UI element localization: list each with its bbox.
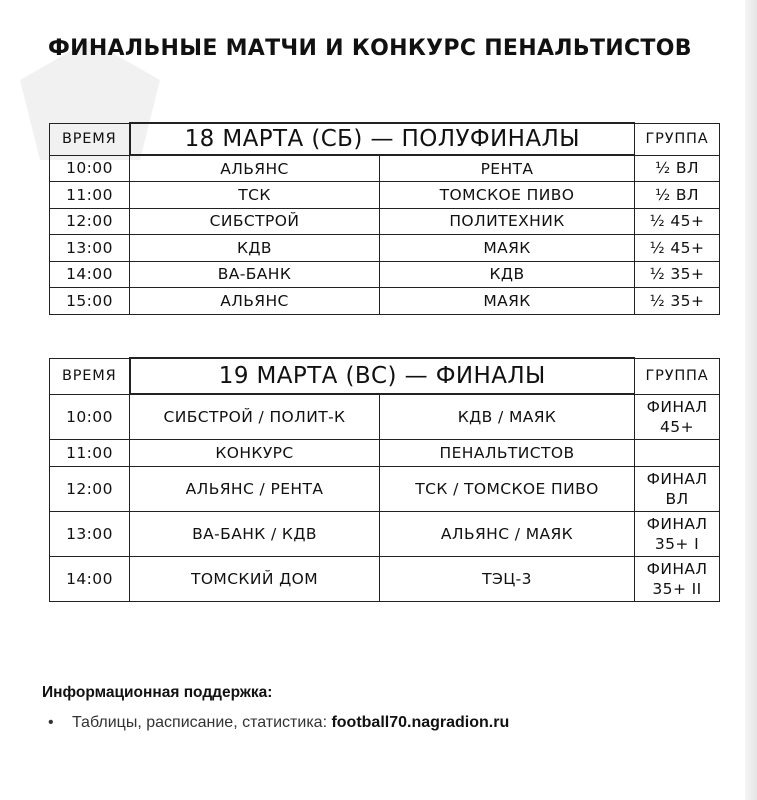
- finals-table: [49, 357, 720, 602]
- team-home: ВА-БАНК: [130, 261, 380, 288]
- match-group: ½ 45+: [635, 235, 720, 262]
- page-title: ФИНАЛЬНЫЕ МАТЧИ И КОНКУРС ПЕНАЛЬТИСТОВ: [48, 36, 692, 61]
- match-time: 10:00: [50, 155, 130, 182]
- table-row: [50, 261, 720, 288]
- team-away: ТСК / ТОМСКОЕ ПИВО: [380, 466, 635, 511]
- group-line-1: ФИНАЛ: [646, 514, 708, 533]
- time-header: ВРЕМЯ: [50, 123, 130, 155]
- group-line-1: ФИНАЛ: [646, 469, 708, 488]
- table-row: [50, 182, 720, 209]
- date-header: 18 МАРТА (СБ) — ПОЛУФИНАЛЫ: [130, 123, 635, 155]
- team-home: ВА-БАНК / КДВ: [130, 511, 380, 556]
- group-line-2: ВЛ: [665, 489, 689, 508]
- match-time: 15:00: [50, 288, 130, 315]
- match-group: [635, 466, 720, 511]
- team-away: КДВ: [380, 261, 635, 288]
- bullet-icon: •: [48, 714, 54, 731]
- group-line-1: ФИНАЛ: [646, 559, 708, 578]
- match-group: [635, 439, 720, 466]
- group-header: ГРУППА: [635, 123, 720, 155]
- group-line-2: 35+ I: [654, 534, 700, 553]
- match-group: [635, 511, 720, 556]
- match-time: 11:00: [50, 182, 130, 209]
- team-home: СИБСТРОЙ / ПОЛИТ-К: [130, 394, 380, 439]
- table-row: [50, 235, 720, 262]
- info-section: [42, 684, 509, 732]
- match-time: 13:00: [50, 511, 130, 556]
- match-time: 11:00: [50, 439, 130, 466]
- match-group: [635, 394, 720, 439]
- match-time: 14:00: [50, 556, 130, 601]
- info-heading: Информационная поддержка:: [42, 684, 273, 701]
- match-time: 14:00: [50, 261, 130, 288]
- match-group: [635, 556, 720, 601]
- match-time: 10:00: [50, 394, 130, 439]
- team-away: РЕНТА: [380, 155, 635, 182]
- group-line-2: 35+ II: [652, 579, 702, 598]
- match-time: 12:00: [50, 466, 130, 511]
- team-home: АЛЬЯНС: [130, 155, 380, 182]
- team-away: ТОМСКОЕ ПИВО: [380, 182, 635, 209]
- team-away: МАЯК: [380, 288, 635, 315]
- time-header: ВРЕМЯ: [50, 358, 130, 394]
- page-edge: [745, 0, 757, 800]
- table-row: [50, 394, 720, 439]
- group-line-1: ФИНАЛ: [646, 397, 708, 416]
- match-group: ½ ВЛ: [635, 155, 720, 182]
- info-list: [42, 714, 509, 732]
- match-group: ½ 35+: [635, 261, 720, 288]
- team-home: АЛЬЯНС / РЕНТА: [130, 466, 380, 511]
- team-away: АЛЬЯНС / МАЯК: [380, 511, 635, 556]
- table-row: [50, 155, 720, 182]
- table-row: [50, 208, 720, 235]
- website-link[interactable]: football70.nagradion.ru: [331, 714, 510, 731]
- team-home: ТОМСКИЙ ДОМ: [130, 556, 380, 601]
- team-home: СИБСТРОЙ: [130, 208, 380, 235]
- team-home: КДВ: [130, 235, 380, 262]
- table-row: [50, 511, 720, 556]
- match-group: ½ 35+: [635, 288, 720, 315]
- team-home: КОНКУРС: [130, 439, 380, 466]
- match-group: ½ 45+: [635, 208, 720, 235]
- match-time: 13:00: [50, 235, 130, 262]
- table-row: [50, 556, 720, 601]
- semifinals-table: [49, 122, 720, 315]
- list-item: [48, 714, 510, 732]
- table-header-row: [50, 358, 720, 394]
- team-home: АЛЬЯНС: [130, 288, 380, 315]
- table-header-row: [50, 123, 720, 155]
- group-header: ГРУППА: [635, 358, 720, 394]
- team-away: ТЭЦ-3: [380, 556, 635, 601]
- team-home: ТСК: [130, 182, 380, 209]
- team-away: ПОЛИТЕХНИК: [380, 208, 635, 235]
- info-item-text: Таблицы, расписание, статистика:: [72, 714, 332, 731]
- date-header: 19 МАРТА (ВС) — ФИНАЛЫ: [130, 358, 635, 394]
- team-away: МАЯК: [380, 235, 635, 262]
- group-line-2: 45+: [660, 417, 694, 436]
- table-row: [50, 466, 720, 511]
- table-row: [50, 288, 720, 315]
- match-time: 12:00: [50, 208, 130, 235]
- match-group: ½ ВЛ: [635, 182, 720, 209]
- team-away: КДВ / МАЯК: [380, 394, 635, 439]
- table-row: [50, 439, 720, 466]
- team-away: ПЕНАЛЬТИСТОВ: [380, 439, 635, 466]
